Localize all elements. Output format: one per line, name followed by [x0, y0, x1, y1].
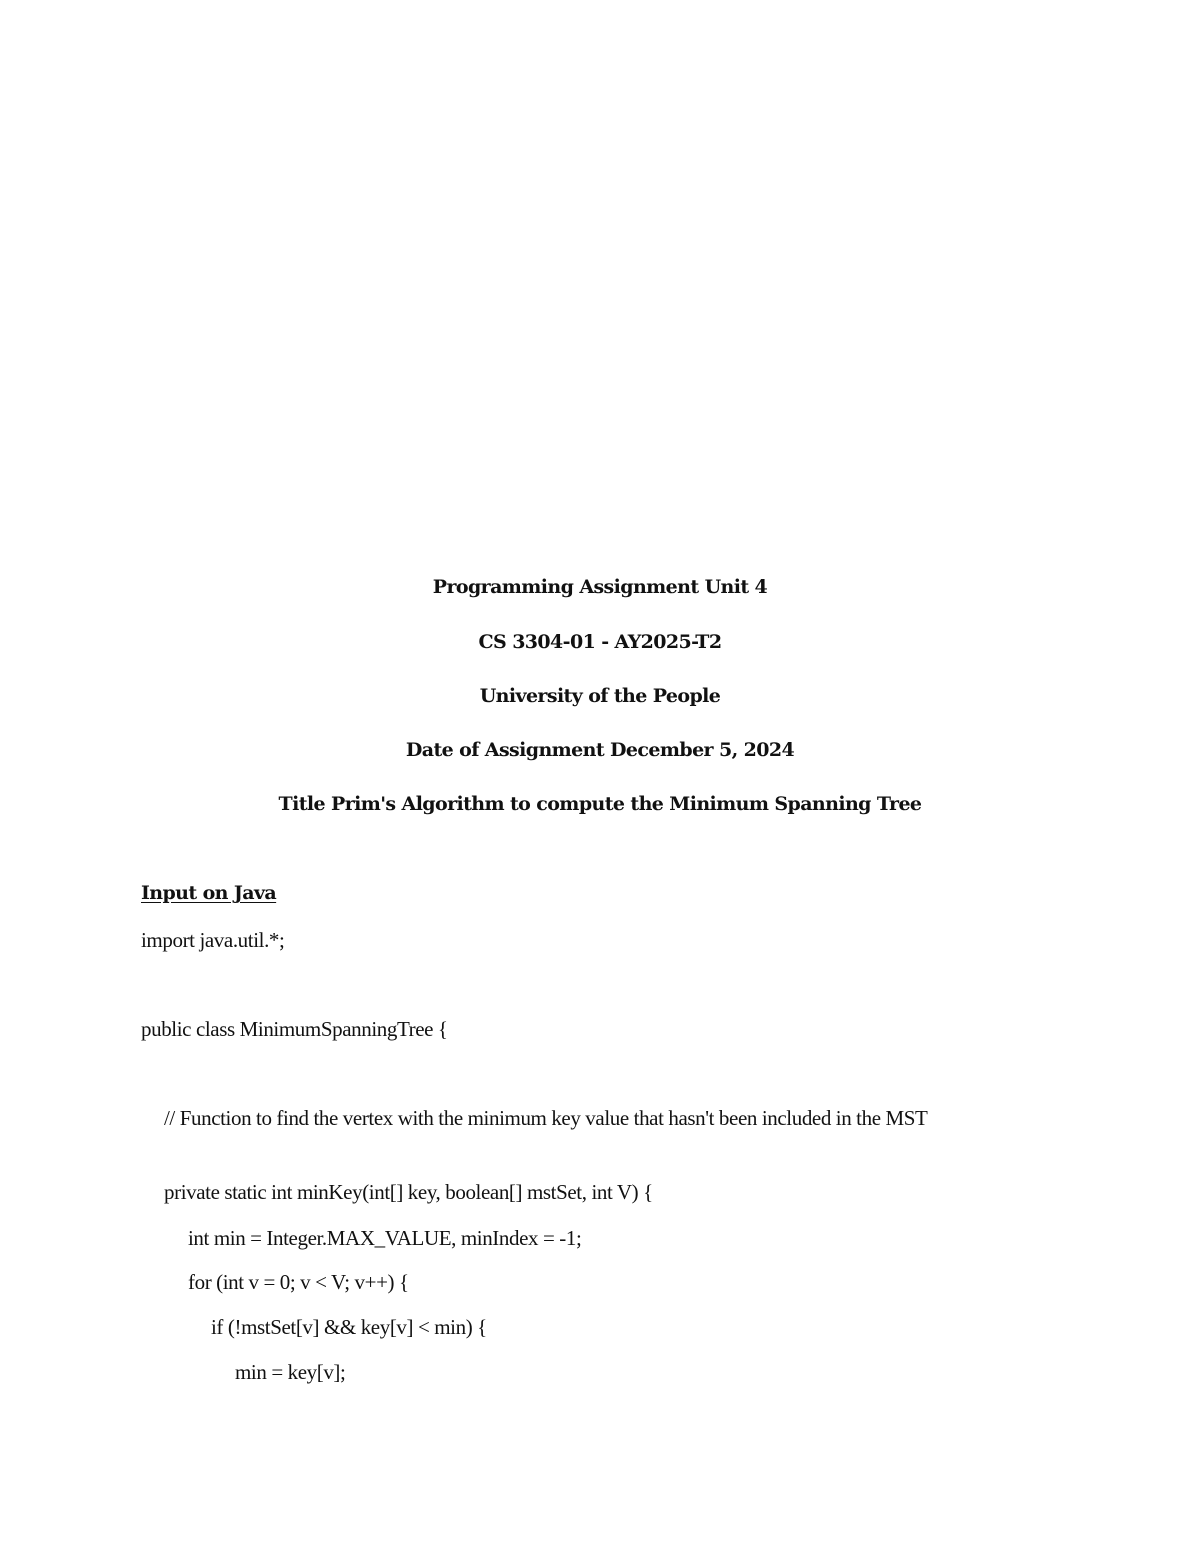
code-line-comment: // Function to find the vertex with the minimum key value that hasn't been included in the MST	[164, 1106, 928, 1130]
code-line-for-loop: for (int v = 0; v < V; v++) {	[188, 1270, 409, 1294]
code-line-if-statement: if (!mstSet[v] && key[v] < min) {	[211, 1315, 487, 1339]
code-line-import: import java.util.*;	[141, 928, 285, 952]
assignment-date: Date of Assignment December 5, 2024	[405, 739, 795, 761]
code-line-assign-min: min = key[v];	[235, 1360, 346, 1384]
university-name: University of the People	[479, 685, 721, 707]
code-line-class-declaration: public class MinimumSpanningTree {	[141, 1017, 448, 1041]
assignment-title: Programming Assignment Unit 4	[432, 576, 768, 598]
assignment-topic-title: Title Prim's Algorithm to compute the Minimum Spanning Tree	[278, 793, 922, 815]
course-code: CS 3304-01 - AY2025-T2	[478, 631, 722, 653]
section-heading-input-java: Input on Java	[141, 882, 277, 904]
code-line-method-declaration: private static int minKey(int[] key, boolean[] mstSet, int V) {	[164, 1180, 653, 1204]
code-line-init: int min = Integer.MAX_VALUE, minIndex = -1;	[188, 1226, 582, 1250]
